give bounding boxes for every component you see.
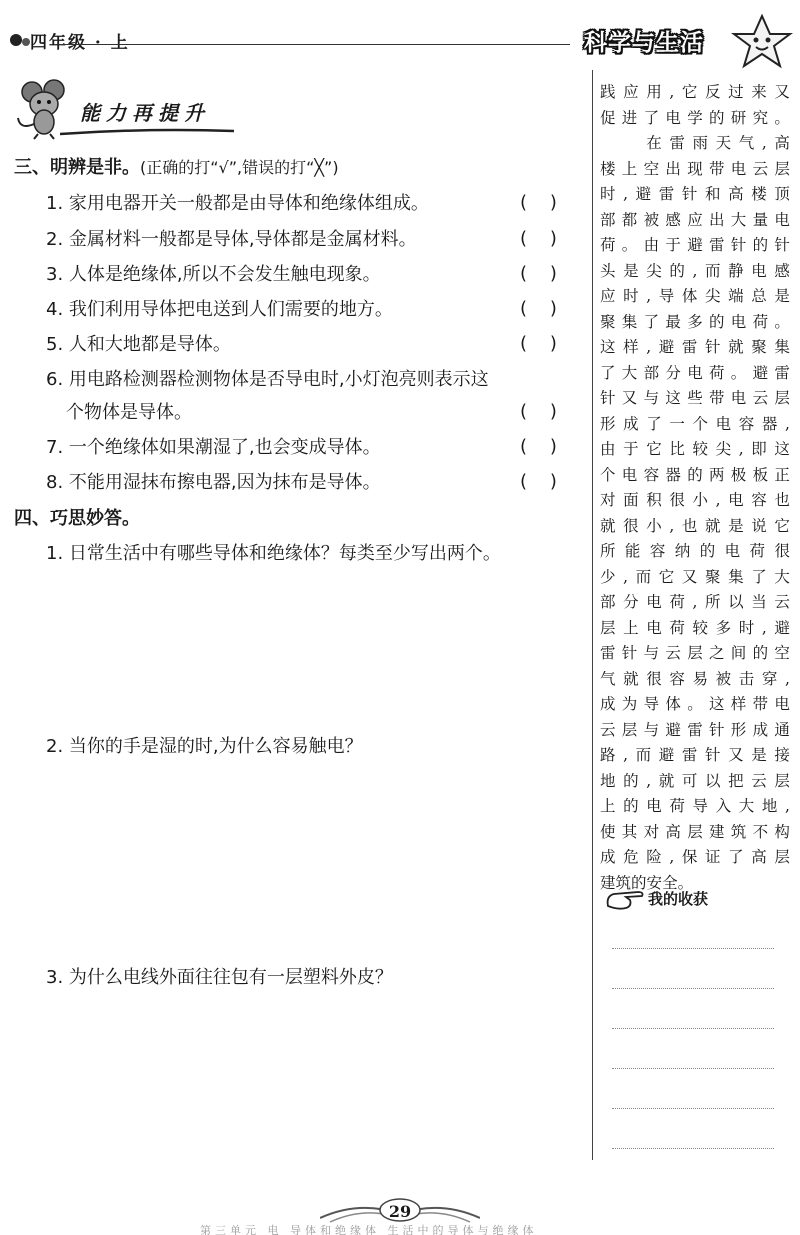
sidebar-text-line: 雷 针 与 云 层 之 间 的 空 xyxy=(600,644,790,662)
sidebar-text-line: 荷 。 由 于 避 雷 针 的 针 xyxy=(600,236,790,254)
footer-text: 第三单元 电 导体和绝缘体 生活中的导体与绝缘体 xyxy=(200,1224,538,1235)
sidebar-text-line: 聚 集 了 最 多 的 电 荷 。 xyxy=(600,312,790,331)
sidebar-text-line: 云 层 与 避 雷 针 形 成 通 xyxy=(600,720,790,739)
grade-label: 四年级 · 上 xyxy=(30,33,130,53)
judgement-item-6-cont: 个物体是导体。 xyxy=(66,402,192,423)
sidebar-text-line: 地 的 , 就 可 以 把 云 层 xyxy=(600,771,790,790)
judgement-item-2: 2. 金属材料一般都是导体,导体都是金属材料。 xyxy=(46,229,417,250)
harvest-line[interactable] xyxy=(612,948,774,949)
section3-title xyxy=(14,156,339,180)
sidebar-text-line: 了 大 部 分 电 荷 。 避 雷 xyxy=(600,363,790,382)
harvest-line[interactable] xyxy=(612,1068,774,1069)
sidebar-text-line: 楼 上 空 出 现 带 电 云 层 xyxy=(600,159,790,178)
harvest-line[interactable] xyxy=(612,1028,774,1029)
question-2: 2. 当你的手是湿的时,为什么容易触电？ xyxy=(46,736,363,757)
sidebar-text-line: 形 成 了 一 个 电 容 器 , xyxy=(600,414,790,433)
sidebar-text-line: 建 筑 的 安 全 。 xyxy=(600,873,694,892)
page-number: 29 xyxy=(388,1202,412,1221)
harvest-line[interactable] xyxy=(612,1108,774,1109)
judgement-item-1: 1. 家用电器开关一般都是由导体和绝缘体组成。 xyxy=(46,193,429,214)
sidebar-text-line: 应 时 , 导 体 尖 端 总 是 xyxy=(600,287,790,305)
section3-heading: 三、明辨是非。 xyxy=(14,157,140,178)
header-divider xyxy=(58,44,570,45)
sidebar-text-line: 头 是 尖 的 , 而 静 电 感 xyxy=(600,261,790,280)
judgement-item-6: 6. 用电路检测器检测物体是否导电时,小灯泡亮则表示这 xyxy=(46,369,489,390)
sidebar-text-line: 上 的 电 荷 导 入 大 地 , xyxy=(600,797,790,815)
sidebar-text-line: 就 很 小 , 也 就 是 说 它 xyxy=(600,516,790,535)
sidebar-text-line: 使 其 对 高 层 建 筑 不 构 xyxy=(600,822,790,841)
answer-bracket-8[interactable]: ( ) xyxy=(520,471,557,492)
sidebar-text-line: 践 应 用 , 它 反 过 来 又 xyxy=(600,83,790,101)
answer-area-3[interactable] xyxy=(46,996,576,1176)
sidebar-text-line: 个 电 容 器 的 两 极 板 正 xyxy=(600,465,790,484)
sidebar-text-line: 所 能 容 纳 的 电 荷 很 xyxy=(600,542,790,560)
sidebar-text-line: 路 , 而 避 雷 针 又 是 接 xyxy=(600,746,790,764)
section4-title: 四、巧思妙答。 xyxy=(14,508,140,529)
answer-bracket-3[interactable]: ( ) xyxy=(520,263,557,284)
star-mascot-icon xyxy=(730,14,794,70)
answer-area-2[interactable] xyxy=(46,765,576,955)
answer-bracket-5[interactable]: ( ) xyxy=(520,333,557,354)
series-title: 科学与生活 xyxy=(584,30,704,56)
sidebar-article xyxy=(600,80,790,896)
sidebar-text-line: 成 危 险 , 保 证 了 高 层 xyxy=(600,848,790,866)
sidebar-text-line: 对 面 积 很 小 , 电 容 也 xyxy=(600,491,790,509)
harvest-label: 我的收获 xyxy=(648,890,709,908)
judgement-item-4: 4. 我们利用导体把电送到人们需要的地方。 xyxy=(46,299,393,320)
sidebar-text-line: 这 样 , 避 雷 针 就 聚 集 xyxy=(600,338,790,356)
judgement-item-5: 5. 人和大地都是导体。 xyxy=(46,334,231,355)
pointing-hand-icon xyxy=(604,884,648,914)
sidebar-text-line: 少 , 而 它 又 聚 集 了 大 xyxy=(600,567,790,586)
sidebar-text-line: 由 于 它 比 较 尖 , 即 这 xyxy=(600,440,790,458)
header-dot-icon xyxy=(10,34,22,46)
answer-bracket-7[interactable]: ( ) xyxy=(520,436,557,457)
question-1: 1. 日常生活中有哪些导体和绝缘体？每类至少写出两个。 xyxy=(46,543,501,564)
sidebar-text-line: 时 , 避 雷 针 和 高 楼 顶 xyxy=(600,185,790,203)
judgement-item-3: 3. 人体是绝缘体,所以不会发生触电现象。 xyxy=(46,264,381,285)
sidebar-text-line: 部 分 电 荷 , 所 以 当 云 xyxy=(600,593,790,611)
sidebar-text-line: 部 都 被 感 应 出 大 量 电 xyxy=(600,210,790,229)
section-banner-title: 能力再提升 xyxy=(80,101,210,125)
header-dot-icon xyxy=(22,38,30,46)
question-3: 3. 为什么电线外面往往包有一层塑料外皮？ xyxy=(46,967,393,988)
sidebar-text-line: 层 上 电 荷 较 多 时 , 避 xyxy=(600,618,790,637)
answer-bracket-6[interactable]: ( ) xyxy=(520,401,557,422)
section3-hint: (正确的打“√”,错误的打“╳”) xyxy=(140,158,339,177)
sidebar-text-line: 在 雷 雨 天 气 , 高 xyxy=(646,134,790,152)
answer-bracket-1[interactable]: ( ) xyxy=(520,192,557,213)
harvest-line[interactable] xyxy=(612,1148,774,1149)
harvest-line[interactable] xyxy=(612,988,774,989)
judgement-item-8: 8. 不能用湿抹布擦电器,因为抹布是导体。 xyxy=(46,472,381,493)
answer-area-1[interactable] xyxy=(46,572,576,722)
sidebar-text-line: 促 进 了 电 学 的 研 究 。 xyxy=(600,108,790,127)
sidebar-text-line: 成 为 导 体 。 这 样 带 电 xyxy=(600,695,790,713)
sidebar-divider xyxy=(592,70,593,1160)
banner-underline xyxy=(60,128,234,136)
sidebar-text-line: 针 又 与 这 些 带 电 云 层 xyxy=(600,389,790,407)
judgement-item-7: 7. 一个绝缘体如果潮湿了,也会变成导体。 xyxy=(46,437,381,458)
answer-bracket-4[interactable]: ( ) xyxy=(520,298,557,319)
sidebar-text-line: 气 就 很 容 易 被 击 穿 , xyxy=(600,669,790,688)
answer-bracket-2[interactable]: ( ) xyxy=(520,228,557,249)
